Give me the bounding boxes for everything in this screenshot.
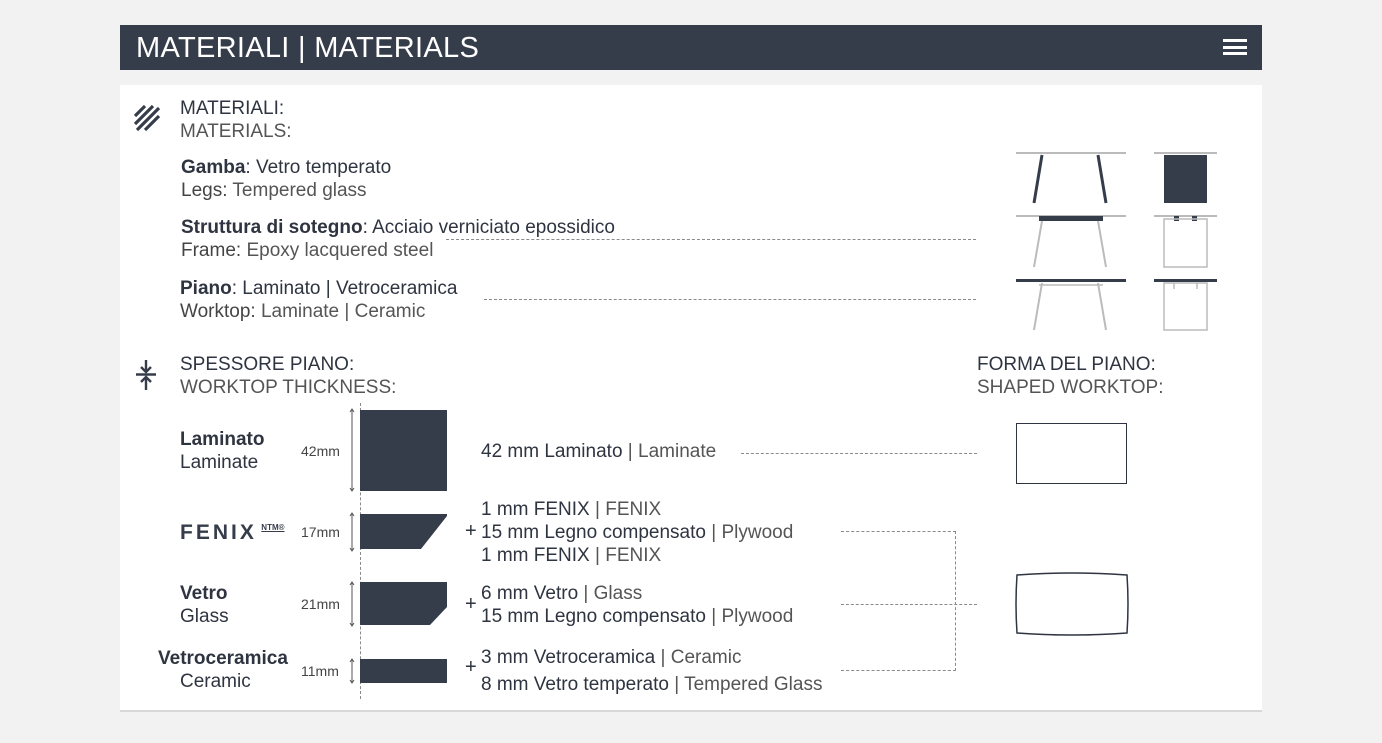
table-end-legs bbox=[1154, 153, 1217, 203]
laminate-label-it: Laminato bbox=[180, 429, 265, 450]
layer-label-laminate bbox=[180, 428, 264, 474]
legs-value-en: Tempered glass bbox=[227, 180, 367, 201]
laminate-spec-bold: 42 mm Laminato bbox=[481, 441, 623, 462]
frame-key-en: Frame: bbox=[181, 240, 242, 261]
legs-value-it: : Vetro temperato bbox=[245, 157, 392, 178]
laminate-leader-line bbox=[741, 453, 977, 454]
fenix-spec-2-light: | FENIX bbox=[589, 545, 662, 566]
glass-spec-1-bold: 15 mm Legno compensato bbox=[481, 606, 706, 627]
frame-value-it: : Acciaio verniciato epossidico bbox=[362, 217, 615, 238]
materials-title-en: MATERIALS: bbox=[180, 121, 292, 142]
thickness-section-title bbox=[180, 353, 396, 399]
worktop-value-en: Laminate | Ceramic bbox=[255, 301, 426, 322]
fenix-spec-0-bold: 1 mm FENIX bbox=[481, 499, 590, 520]
fenix-spec-1-light: | Plywood bbox=[705, 522, 794, 543]
ceramic-label-it: Vetroceramica bbox=[158, 648, 288, 669]
table-side-worktop bbox=[1016, 279, 1126, 330]
ceramic-leader-line bbox=[841, 670, 956, 671]
shape-title-en: SHAPED WORKTOP: bbox=[977, 377, 1164, 398]
glass-spec bbox=[481, 582, 793, 628]
fenix-logo-mark: NTM® bbox=[261, 523, 285, 532]
materials-title-it: MATERIALI: bbox=[180, 98, 285, 119]
glass-dimension-arrow bbox=[348, 581, 356, 627]
worktop-value-it: : Laminato | Vetroceramica bbox=[231, 278, 458, 299]
fenix-section-block bbox=[360, 514, 448, 550]
rectangular-worktop-shape bbox=[1016, 423, 1127, 484]
glass-section-block bbox=[360, 582, 448, 626]
header-bar bbox=[120, 25, 1262, 70]
hamburger-icon[interactable] bbox=[1223, 39, 1247, 55]
title-it: MATERIALI bbox=[136, 32, 290, 64]
shape-title-it: FORMA DEL PIANO: bbox=[977, 354, 1156, 375]
fenix-spec-2-bold: 1 mm FENIX bbox=[481, 545, 590, 566]
barrel-worktop-shape bbox=[1014, 572, 1130, 636]
ceramic-dimension-arrow bbox=[348, 658, 356, 684]
ceramic-spec-1-light: | Tempered Glass bbox=[668, 674, 823, 695]
ceramic-plus-sign: + bbox=[465, 656, 477, 678]
laminate-spec bbox=[481, 440, 716, 463]
title-separator: | bbox=[298, 32, 306, 64]
fenix-plus-sign: + bbox=[465, 520, 477, 542]
table-side-frame bbox=[1016, 216, 1126, 267]
glass-leader-line bbox=[841, 604, 977, 605]
layer-label-ceramic bbox=[158, 647, 288, 693]
frame-key-it: Struttura di sotegno bbox=[181, 217, 363, 238]
table-end-frame bbox=[1154, 216, 1217, 267]
laminate-thickness-value: 42mm bbox=[301, 443, 340, 459]
glass-spec-0-bold: 6 mm Vetro bbox=[481, 583, 579, 604]
glass-spec-1-light: | Plywood bbox=[705, 606, 794, 627]
ceramic-spec-1-bold: 8 mm Vetro temperato bbox=[481, 674, 669, 695]
frame-value-en: Epoxy lacquered steel bbox=[241, 240, 434, 261]
laminate-dimension-arrow bbox=[348, 408, 356, 492]
glass-label-en: Glass bbox=[180, 606, 229, 627]
ceramic-spec bbox=[481, 644, 822, 698]
shape-bracket-line bbox=[955, 531, 956, 671]
materials-section-title bbox=[180, 97, 292, 143]
table-side-legs bbox=[1016, 153, 1126, 203]
laminate-label-en: Laminate bbox=[180, 452, 259, 473]
table-end-worktop bbox=[1154, 279, 1217, 330]
fenix-logo-text: FENIX bbox=[180, 521, 257, 544]
glass-spec-0-light: | Glass bbox=[578, 583, 643, 604]
table-exploded-drawing bbox=[1012, 149, 1232, 334]
ceramic-thickness-value: 11mm bbox=[301, 663, 339, 679]
legs-key-it: Gamba bbox=[181, 157, 246, 178]
ceramic-spec-0-bold: 3 mm Vetroceramica bbox=[481, 647, 656, 668]
hatch-icon bbox=[134, 105, 160, 131]
worktop-key-en: Worktop: bbox=[180, 301, 256, 322]
frame-leader-line bbox=[446, 239, 976, 240]
ceramic-section-block bbox=[360, 659, 447, 683]
fenix-dimension-arrow bbox=[348, 512, 356, 552]
material-item-legs bbox=[181, 156, 391, 202]
fenix-thickness-value: 17mm bbox=[301, 524, 340, 540]
compress-icon bbox=[134, 359, 158, 391]
glass-plus-sign: + bbox=[465, 593, 477, 615]
shape-section-title bbox=[977, 353, 1164, 399]
laminate-spec-light: | Laminate bbox=[622, 441, 717, 462]
material-item-worktop bbox=[180, 277, 457, 323]
glass-thickness-value: 21mm bbox=[301, 596, 340, 612]
fenix-spec-0-light: | FENIX bbox=[589, 499, 662, 520]
title-en: MATERIALS bbox=[314, 32, 480, 64]
fenix-spec bbox=[481, 498, 793, 567]
ceramic-label-en: Ceramic bbox=[180, 671, 251, 692]
fenix-spec-1-bold: 15 mm Legno compensato bbox=[481, 522, 706, 543]
glass-label-it: Vetro bbox=[180, 583, 228, 604]
thickness-title-it: SPESSORE PIANO: bbox=[180, 354, 355, 375]
legs-key-en: Legs: bbox=[181, 180, 228, 201]
layer-label-glass bbox=[180, 582, 229, 628]
thickness-title-en: WORKTOP THICKNESS: bbox=[180, 377, 397, 398]
worktop-key-it: Piano bbox=[180, 278, 232, 299]
fenix-leader-line bbox=[841, 531, 956, 532]
laminate-section-block bbox=[360, 410, 447, 491]
fenix-logo bbox=[180, 521, 285, 545]
page-title bbox=[136, 32, 479, 65]
materials-card bbox=[120, 85, 1262, 712]
worktop-leader-line bbox=[484, 299, 976, 300]
ceramic-spec-0-light: | Ceramic bbox=[655, 647, 742, 668]
